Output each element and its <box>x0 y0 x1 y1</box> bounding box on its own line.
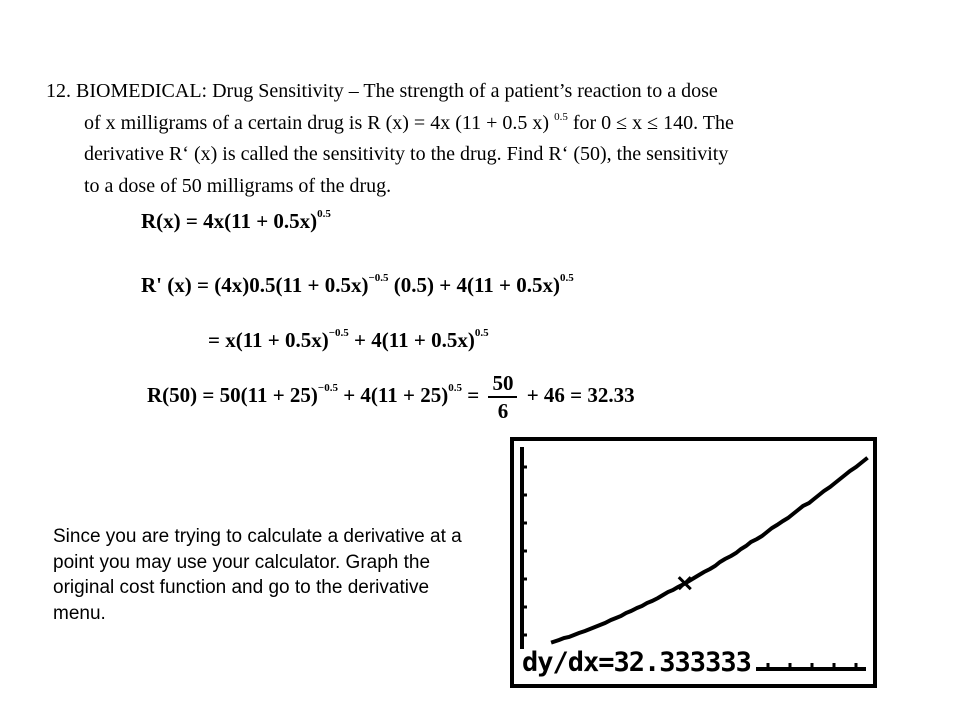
fraction-denominator: 6 <box>497 399 509 423</box>
equation-function-exponent: 0.5 <box>317 208 331 220</box>
equation-evaluation-equals: = <box>461 382 480 407</box>
calculator-note: Since you are trying to calculate a derivative at a point you may use your calculator. Graph the original cost function and go to the derivative menu. <box>53 526 462 624</box>
equation-evaluation-part-b: + 4(11 + 25) <box>337 382 449 407</box>
problem-statement <box>46 76 886 202</box>
calculator-screen <box>510 437 877 688</box>
equation-derivative-exponent-b: 0.5 <box>560 272 574 284</box>
equation-evaluation-part-a: R(50) = 50(11 + 25) <box>147 382 318 407</box>
problem-line-1: 12. BIOMEDICAL: Drug Sensitivity – The strength of a patient’s reaction to a dose <box>46 80 718 102</box>
equation-simplified-exponent-b: 0.5 <box>474 327 489 339</box>
equation-evaluation-part-d: + 4 <box>526 382 555 407</box>
problem-line-3: derivative R‘ (x) is called the sensitivity to the drug. Find R‘ (50), the sensitivity <box>84 143 729 165</box>
equation-simplified-exponent-a: −0.5 <box>328 327 349 339</box>
problem-line-4: to a dose of 50 milligrams of the drug. <box>84 174 392 197</box>
problem-exponent: 0.5 <box>554 110 568 123</box>
problem-line-2-tail: for 0 ≤ x ≤ 140. The <box>567 111 734 134</box>
equation-derivative-part-b: (0.5) + 4(11 + 0.5x) <box>388 273 561 297</box>
problem-line-2-text: of x milligrams of a certain drug is R (x) = 4x (11 + 0.5 x) <box>84 111 550 134</box>
equation-evaluation <box>147 370 635 424</box>
fraction <box>488 370 517 424</box>
equation-derivative <box>141 273 574 298</box>
equation-evaluation-exponent-a: −0.5 <box>317 381 338 394</box>
equation-derivative-part-a: R' (x) = (4x)0.5(11 + 0.5x) <box>141 273 369 297</box>
equation-function-body: R(x) = 4x(11 + 0.5x) <box>141 209 318 233</box>
equation-function <box>141 209 331 234</box>
problem-line-2 <box>46 108 886 140</box>
equation-simplified-part-b: + 4(11 + 0.5x) <box>348 328 475 352</box>
equation-derivative-exponent-a: −0.5 <box>368 272 389 284</box>
equation-simplified-part-a: = x(11 + 0.5x) <box>208 328 329 352</box>
equation-simplified <box>208 328 489 353</box>
fraction-numerator: 50 <box>488 370 517 398</box>
equation-evaluation-result: 6 = 32.33 <box>554 382 635 407</box>
equation-evaluation-exponent-b: 0.5 <box>448 381 462 394</box>
derivative-readout: dy/dx=32.333333 <box>522 647 751 678</box>
